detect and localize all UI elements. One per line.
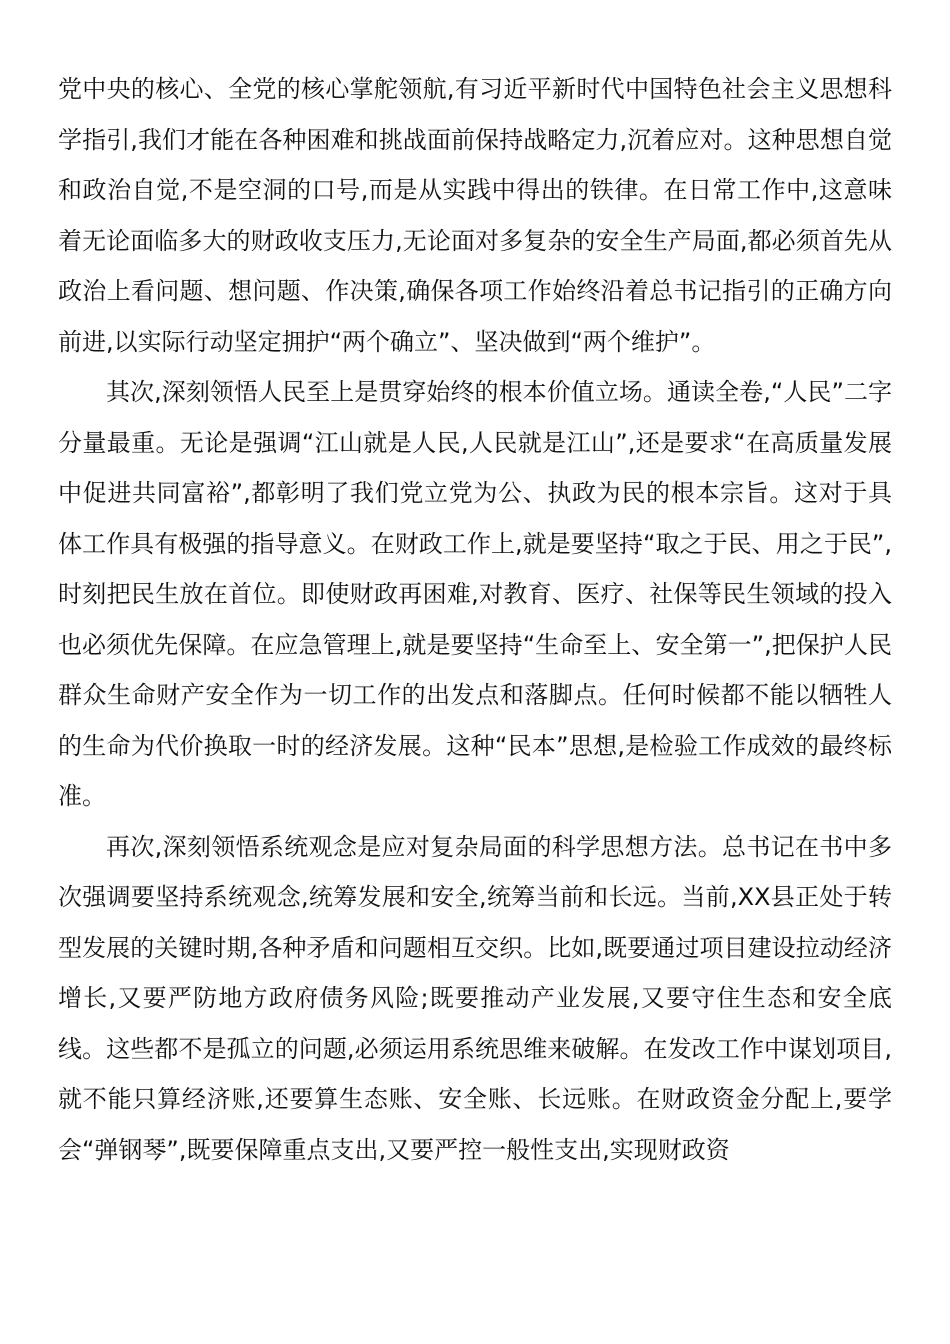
- document-page: [58, 64, 892, 1175]
- paragraph-continued: 党中央的核心、全党的核心掌舵领航,有习近平新时代中国特色社会主义思想科学指引,我们才能在各种困难和挑战面前保持战略定力,沉着应对。这种思想自觉和政治自觉,不是空洞的口号,而是从实践中得出的铁律。在日常工作中,这意味着无论面临多大的财政收支压力,无论面对多复杂的安全生产局面,都必须首先从政治上看问题、想问题、作决策,确保各项工作始终沿着总书记指引的正确方向前进,以实际行动坚定拥护“两个确立”、坚决做到“两个维护”。: [58, 75, 892, 356]
- paragraph-system-thinking: 再次,深刻领悟系统观念是应对复杂局面的科学思想方法。总书记在书中多次强调要坚持系统观念,统筹发展和安全,统筹当前和长远。当前,XX县正处于转型发展的关键时期,各种矛盾和问题相互交织。比如,既要通过项目建设拉动经济增长,又要严防地方政府债务风险;既要推动产业发展,又要守住生态和安全底线。这些都不是孤立的问题,必须运用系统思维来破解。在发改工作中谋划项目,就不能只算经济账,还要算生态账、安全账、长远账。在财政资金分配上,要学会“弹钢琴”,既要保障重点支出,又要严控一般性支出,实现财政资: [58, 832, 892, 1164]
- paragraph-people-first: 其次,深刻领悟人民至上是贯穿始终的根本价值立场。通读全卷,“人民”二字分量最重。无论是强调“江山就是人民,人民就是江山”,还是要求“在高质量发展中促进共同富裕”,都彰明了我们党立党为公、执政为民的根本宗旨。这对于具体工作具有极强的指导意义。在财政工作上,就是要坚持“取之于民、用之于民”,时刻把民生放在首位。即使财政再困难,对教育、医疗、社保等民生领域的投入也必须优先保障。在应急管理上,就是要坚持“生命至上、安全第一”,把保护人民群众生命财产安全作为一切工作的出发点和落脚点。任何时候都不能以牺牲人的生命为代价换取一时的经济发展。这种“民本”思想,是检验工作成效的最终标准。: [58, 378, 892, 810]
